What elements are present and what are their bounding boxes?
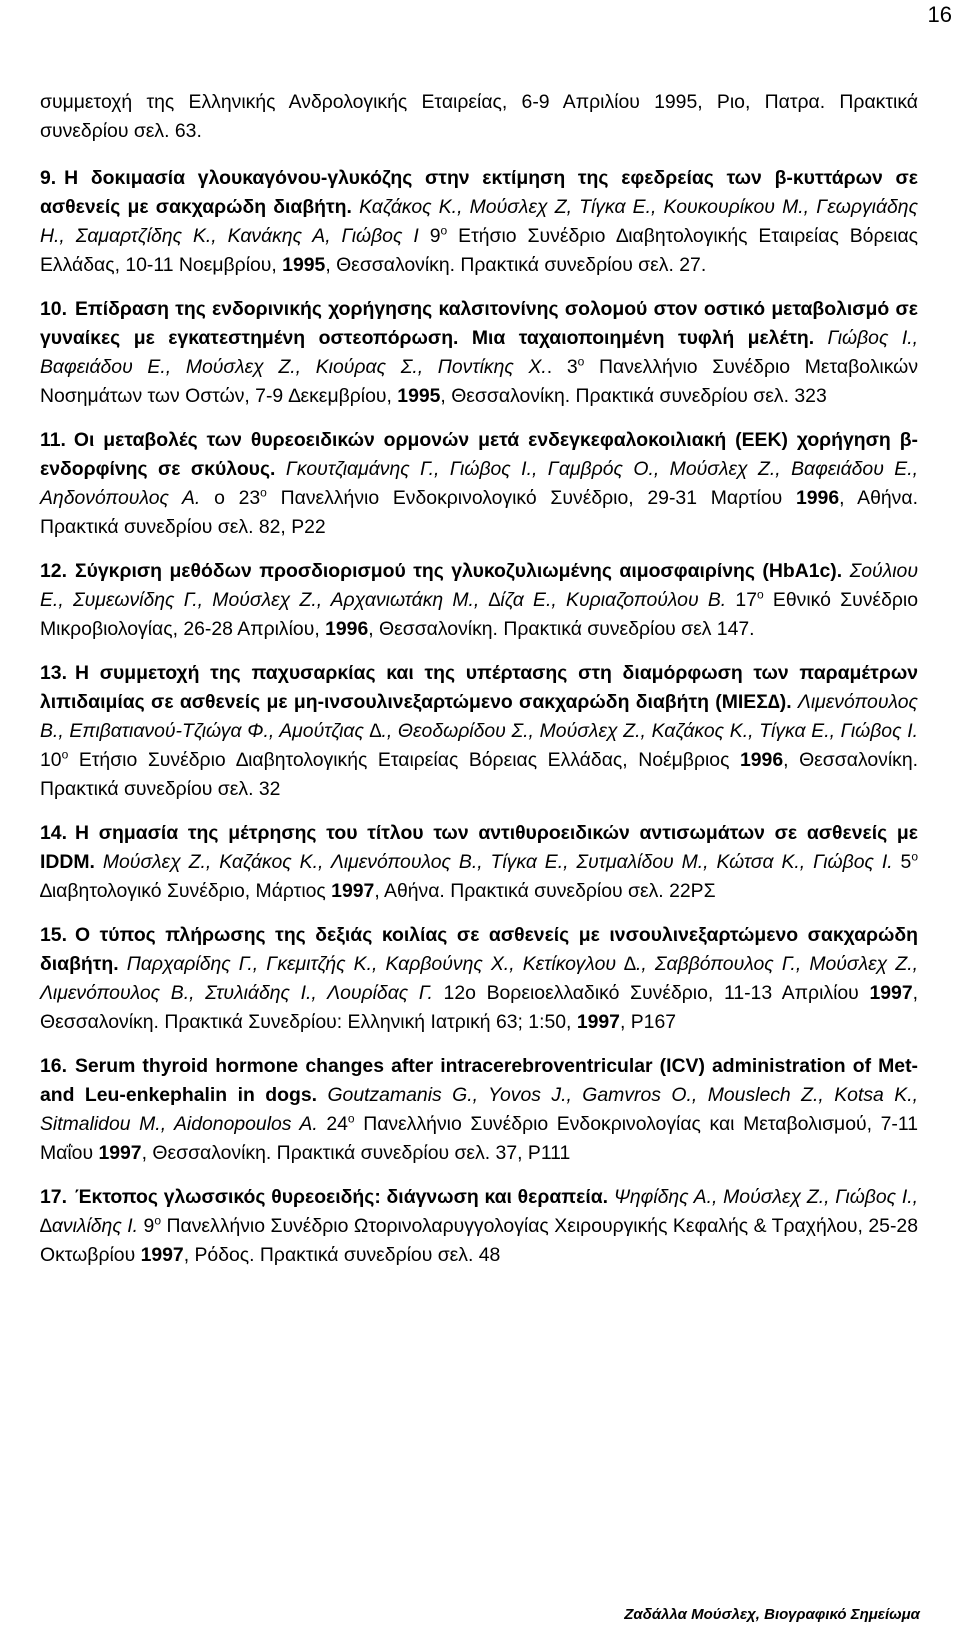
reference-number: 15. xyxy=(40,924,67,946)
reference-title: 1995 xyxy=(397,385,441,407)
reference-item xyxy=(40,921,918,1037)
reference-title: Έκτοπος γλωσσικός θυρεοειδής: διάγνωση και θεραπεία. xyxy=(74,1186,614,1208)
reference-number: 16. xyxy=(40,1055,67,1077)
reference-details: 17 xyxy=(726,589,757,611)
reference-item xyxy=(40,1052,918,1168)
page-footer: Ζαδάλλα Μούσλεχ, Βιογραφικό Σημείωμα xyxy=(624,1606,920,1623)
reference-authors: Καζάκος Κ., Μούσλεχ Ζ, Τίγκα Ε., Κουκουρίκου Μ., Γεωργιάδης Η., Σαμαρτζίδης Κ., Κανάκης Α, Γιώβος Ι xyxy=(40,196,919,247)
reference-item xyxy=(40,295,918,411)
reference-details: Πανελλήνιο Συνέδριο Ωτορινολαρυγγολογίας Χειρουργικής Κεφαλής & Τραχήλου, 25-28 Οκτωβρίου xyxy=(40,1215,918,1266)
reference-title: 1997 xyxy=(140,1244,184,1266)
reference-title: 1997 xyxy=(331,880,375,902)
reference-title: Η συμμετοχή της παχυσαρκίας και της υπέρτασης στη διαμόρφωση των παραμέτρων λιπιδαιμίας σε ασθενείς με μη-ινσουλινεξαρτώμενο σακχαρώδη διαβήτη (ΜΙΕΣ∆). xyxy=(40,662,918,713)
reference-authors: Παρχαρίδης Γ., Γκεμιτζής Κ., Καρβούνης Χ., Κετίκογλου ∆., Σαββόπουλος Γ., Μούσλεχ Ζ., Λιμενόπουλος Β., Στυλιάδης Ι., Λουρίδας Γ. xyxy=(40,953,919,1004)
ordinal-superscript: ο xyxy=(154,1213,161,1228)
reference-details: , Θεσσαλονίκη. Πρακτικά συνεδρίου σελ. 27. xyxy=(325,254,707,276)
reference-details: , Αθήνα. Πρακτικά συνεδρίου σελ. 82, Ρ22 xyxy=(40,487,918,538)
reference-details: ∆ιαβητολογικό Συνέδριο, Μάρτιος xyxy=(40,880,332,902)
reference-number: 14. xyxy=(40,822,67,844)
reference-details: Πανελλήνιο Ενδοκρινολογικό Συνέδριο, 29-31 Μαρτίου xyxy=(266,487,796,509)
reference-details: 10 xyxy=(40,749,62,771)
ordinal-superscript: ο xyxy=(911,849,918,864)
reference-item xyxy=(40,819,918,906)
reference-number: 10. xyxy=(40,298,67,320)
reference-number: 12. xyxy=(40,560,67,582)
reference-title: 1997 xyxy=(869,982,913,1004)
reference-authors: Ψηφίδης Α., Μούσλεχ Ζ., Γιώβος Ι., ∆ανιλίδης Ι. xyxy=(40,1186,919,1237)
reference-title: 1997 xyxy=(576,1011,620,1033)
reference-details: , Αθήνα. Πρακτικά συνεδρίου σελ. 22ΡΣ xyxy=(374,880,716,902)
ordinal-superscript: ο xyxy=(260,485,267,500)
reference-item xyxy=(40,164,918,280)
ordinal-superscript: ο xyxy=(347,1111,355,1126)
reference-details: , Θεσσαλονίκη. Πρακτικά συνεδρίου σελ. 32 xyxy=(40,749,918,800)
reference-details: , Θεσσαλονίκη. Πρακτικά Συνεδρίου: Ελληνική Ιατρική 63; 1:50, xyxy=(40,982,918,1033)
reference-item xyxy=(40,557,918,644)
ordinal-superscript: ο xyxy=(757,587,764,602)
reference-details: 12ο Βορειοελλαδικό Συνέδριο, 11-13 Απριλίου xyxy=(432,982,870,1004)
reference-authors: Γιώβος Ι., Βαφειάδου Ε., Μούσλεχ Ζ., Κιούρας Σ., Ποντίκης Χ. xyxy=(40,327,919,378)
reference-title: Η σημασία της μέτρησης του τίτλου των αντιθυροειδικών αντισωμάτων σε ασθενείς με IDDM. xyxy=(40,822,918,873)
reference-authors: Goutzamanis G., Yovos J., Gamvros O., Mouslech Z., Kotsa K., Sitmalidou M., Aidonopoulos A. xyxy=(40,1084,918,1135)
ordinal-superscript: ο xyxy=(61,747,69,762)
reference-details: 9 xyxy=(138,1215,155,1237)
reference-title: 1996 xyxy=(325,618,369,640)
reference-authors: Λιμενόπουλος Β., Επιβατιανού-Τζιώγα Φ., Αμούτζιας ∆., Θεοδωρίδου Σ., Μούσλεχ Ζ., Καζάκος Κ., Τίγκα Ε., Γιώβος Ι. xyxy=(40,691,918,742)
reference-details: Εθνικό Συνέδριο Μικροβιολογίας, 26-28 Απριλίου, xyxy=(40,589,918,640)
reference-title: Η δοκιμασία γλουκαγόνου-γλυκόζης στην εκτίμηση της εφεδρείας των β-κυττάρων σε ασθενείς με σακχαρώδη διαβήτη. xyxy=(40,167,918,218)
reference-details: 9 xyxy=(418,225,441,247)
reference-details: 24 xyxy=(317,1113,348,1135)
reference-authors: Μούσλεχ Ζ., Καζάκος Κ., Λιμενόπουλος Β., Τίγκα Ε., Συτμαλίδου Μ., Κώτσα Κ., Γιώβος Ι. xyxy=(102,851,893,873)
reference-title: Σύγκριση μεθόδων προσδιορισμού της γλυκοζυλιωμένης αιμοσφαιρίνης (HbA1c). xyxy=(74,560,850,582)
reference-authors: Γκουτζιαμάνης Γ., Γιώβος Ι., Γαμβρός Ο., Μούσλεχ Ζ., Βαφειάδου Ε., Αηδονόπουλος Α. xyxy=(40,458,919,509)
reference-title: 1997 xyxy=(98,1142,142,1164)
reference-title: 1996 xyxy=(795,487,840,509)
reference-number: 9. xyxy=(40,167,57,189)
reference-details: , Ρόδος. Πρακτικά συνεδρίου σελ. 48 xyxy=(183,1244,501,1266)
reference-title: Serum thyroid hormone changes after intracerebroventricular (ICV) administration of Met- and Leu-enkephalin in dogs. xyxy=(40,1055,918,1106)
reference-title: Οι μεταβολές των θυρεοειδικών ορμονών μετά ενδεγκεφαλοκοιλιακή (ΕΕΚ) χορήγηση β-ενδορφίνης σε σκύλους. xyxy=(40,429,918,480)
reference-details: Πανελλήνιο Συνέδριο Μεταβολικών Νοσημάτων των Οστών, 7-9 ∆εκεμβρίου, xyxy=(40,356,919,407)
reference-title: Ο τύπος πλήρωσης της δεξιάς κοιλίας σε ασθενείς με ινσουλινεξαρτώμενο σακχαρώδη διαβήτη. xyxy=(40,924,918,975)
continued-reference-text: συμμετοχή της Ελληνικής Ανδρολογικής Εταιρείας, 6-9 Απριλίου 1995, Ριο, Πατρα. Πρακτικά συνεδρίου σελ. 63. xyxy=(40,91,918,142)
reference-list xyxy=(40,164,918,1270)
reference-details: , Ρ167 xyxy=(619,1011,677,1033)
reference-title: Επίδραση της ενδορινικής χορήγησης καλσιτονίνης σολομού στον οστικό μεταβολισμό σε γυναίκες με εγκατεστημένη οστεοπόρωση. Μια ταχαιοποιημένη τυφλή μελέτη. xyxy=(40,298,918,349)
reference-details: Ετήσιο Συνέδριο ∆ιαβητολογικής Εταιρείας Βόρειας Ελλάδας, Νοέμβριος xyxy=(68,749,740,771)
reference-title: 1996 xyxy=(739,749,784,771)
reference-details: 5 xyxy=(892,851,912,873)
reference-details: ο 23 xyxy=(200,487,261,509)
reference-details: , Θεσσαλονίκη. Πρακτικά συνεδρίου σελ. 37, Ρ111 xyxy=(141,1142,571,1164)
reference-title: 1995 xyxy=(282,254,326,276)
reference-number: 11. xyxy=(40,429,66,451)
reference-number: 13. xyxy=(40,662,67,684)
ordinal-superscript: ο xyxy=(440,223,448,238)
reference-details: , Θεσσαλονίκη. Πρακτικά συνεδρίου σελ 147. xyxy=(368,618,755,640)
reference-details: , Θεσσαλονίκη. Πρακτικά συνεδρίου σελ. 323 xyxy=(440,385,827,407)
reference-item xyxy=(40,426,918,542)
document-body xyxy=(40,88,918,1285)
reference-authors: Σούλιου Ε., Συμεωνίδης Γ., Μούσλεχ Ζ., Αρχανιωτάκη Μ., ∆ίζα Ε., Κυριαζοπούλου Β. xyxy=(40,560,918,611)
reference-item xyxy=(40,659,918,804)
ordinal-superscript: ο xyxy=(577,354,585,369)
reference-item xyxy=(40,1183,918,1270)
reference-details: Πανελλήνιο Συνέδριο Ενδοκρινολογίας και Μεταβολισμού, 7-11 Μαΐου xyxy=(40,1113,918,1164)
reference-details: . 3 xyxy=(546,356,578,378)
reference-number: 17. xyxy=(40,1186,67,1208)
page-number: 16 xyxy=(927,2,952,27)
reference-details: Ετήσιο Συνέδριο ∆ιαβητολογικής Εταιρείας Βόρειας Ελλάδας, 10-11 Νοεμβρίου, xyxy=(40,225,919,276)
